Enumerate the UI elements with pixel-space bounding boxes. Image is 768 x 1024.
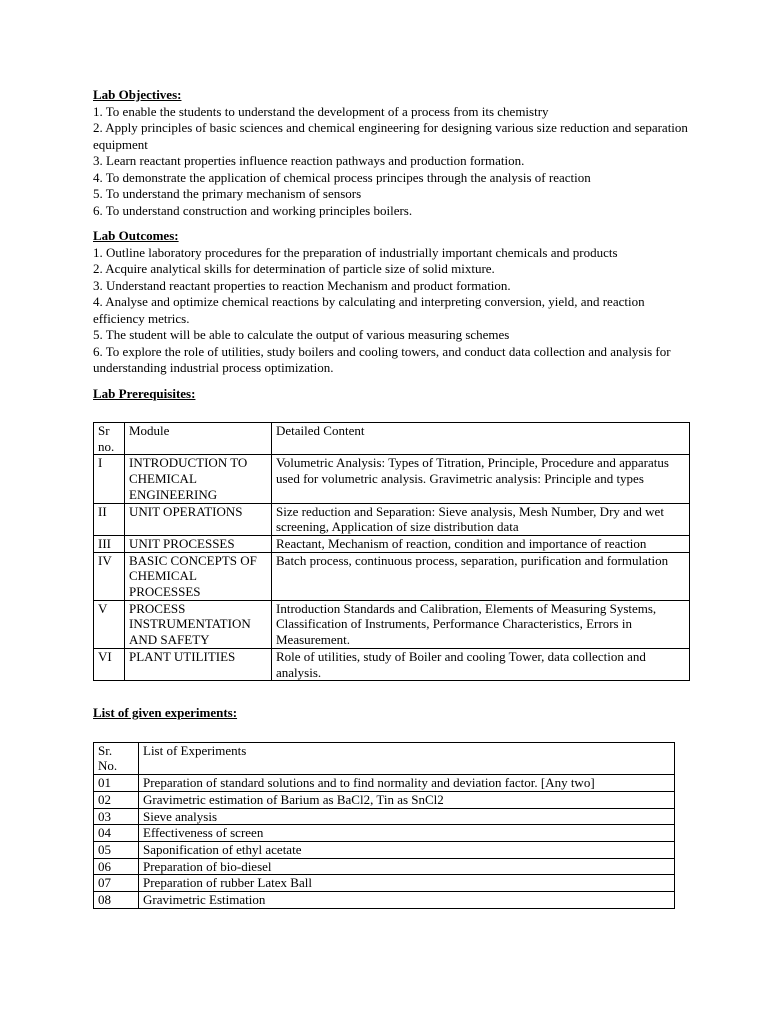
table-cell: VI (94, 648, 125, 680)
table-row (94, 892, 675, 909)
table-cell: 02 (94, 791, 139, 808)
outcome-item: 4. Analyse and optimize chemical reactions by calculating and interpreting conversion, yield, and reaction efficiency metrics. (93, 294, 645, 326)
table-cell: Size reduction and Separation: Sieve analysis, Mesh Number, Dry and wet screening, Application of size distribution data (272, 503, 690, 535)
table-cell: 06 (94, 858, 139, 875)
prerequisites-table (93, 422, 690, 681)
outcome-item: 1. Outline laboratory procedures for the preparation of industrially important chemicals and products (93, 244, 618, 260)
lab-outcomes-section (93, 228, 693, 377)
table-cell: Gravimetric Estimation (139, 892, 675, 909)
table-cell: Role of utilities, study of Boiler and cooling Tower, data collection and analysis. (272, 648, 690, 680)
table-row (94, 825, 675, 842)
header-cell: List of Experiments (139, 742, 675, 774)
table-cell: PROCESS INSTRUMENTATION AND SAFETY (125, 600, 272, 648)
header-cell: Sr. No. (94, 742, 139, 774)
table-cell: 03 (94, 808, 139, 825)
table-cell: 04 (94, 825, 139, 842)
table-row (94, 503, 690, 535)
outcome-item: 3. Understand reactant properties to reaction Mechanism and product formation. (93, 277, 511, 293)
table-header-row (94, 742, 675, 774)
lab-prerequisites-heading: Lab Prerequisites: (93, 385, 196, 401)
table-cell: Saponification of ethyl acetate (139, 841, 675, 858)
table-row (94, 791, 675, 808)
table-cell: INTRODUCTION TO CHEMICAL ENGINEERING (125, 455, 272, 503)
lab-outcomes-heading: Lab Outcomes: (93, 228, 179, 243)
objective-item: 2. Apply principles of basic sciences and chemical engineering for designing various size reduction and separation equipment (93, 120, 688, 152)
table-row (94, 552, 690, 600)
outcome-item: 6. To explore the role of utilities, study boilers and cooling towers, and conduct data collection and analysis for understanding industrial process optimization. (93, 343, 671, 375)
table-row (94, 455, 690, 503)
table-cell: Preparation of rubber Latex Ball (139, 875, 675, 892)
table-cell: Batch process, continuous process, separation, purification and formulation (272, 552, 690, 600)
table-cell: Reactant, Mechanism of reaction, condition and importance of reaction (272, 535, 690, 552)
lab-outcomes-list (93, 245, 693, 377)
table-cell: UNIT PROCESSES (125, 535, 272, 552)
table-row (94, 808, 675, 825)
table-cell: III (94, 535, 125, 552)
table-cell: II (94, 503, 125, 535)
table-cell: Introduction Standards and Calibration, Elements of Measuring Systems, Classification of Instruments, Performance Characteristics, Errors in Measurement. (272, 600, 690, 648)
experiments-table (93, 742, 675, 909)
document-page (93, 87, 693, 909)
experiments-section (93, 705, 693, 909)
table-header-row (94, 423, 690, 455)
header-cell: Detailed Content (272, 423, 690, 455)
header-cell: Module (125, 423, 272, 455)
outcome-item: 5. The student will be able to calculate the output of various measuring schemes (93, 327, 510, 342)
table-cell: 08 (94, 892, 139, 909)
table-row (94, 875, 675, 892)
experiments-heading: List of given experiments: (93, 705, 238, 721)
objective-item: 1. To enable the students to understand the development of a process from its chemistry (93, 103, 549, 119)
table-cell: Volumetric Analysis: Types of Titration, Principle, Procedure and apparatus used for volumetric analysis. Gravimetric analysis: Principle and types (272, 455, 690, 503)
table-cell: 05 (94, 841, 139, 858)
lab-objectives-section (93, 87, 693, 219)
table-row (94, 775, 675, 792)
spacer (93, 681, 693, 705)
table-cell: 07 (94, 875, 139, 892)
objective-item: 6. To understand construction and working principles boilers. (93, 202, 413, 218)
lab-prerequisites-section (93, 386, 693, 682)
table-row (94, 648, 690, 680)
objective-item: 4. To demonstrate the application of chemical process principes through the analysis of reaction (93, 169, 591, 185)
table-cell: I (94, 455, 125, 503)
table-cell: Gravimetric estimation of Barium as BaCl2, Tin as SnCl2 (139, 791, 675, 808)
objective-item: 3. Learn reactant properties influence reaction pathways and production formation. (93, 153, 525, 168)
table-cell: Effectiveness of screen (139, 825, 675, 842)
table-row (94, 841, 675, 858)
table-row (94, 600, 690, 648)
table-cell: BASIC CONCEPTS OF CHEMICAL PROCESSES (125, 552, 272, 600)
table-cell: Sieve analysis (139, 808, 675, 825)
header-cell: Sr no. (94, 423, 125, 455)
table-row (94, 535, 690, 552)
objective-item: 5. To understand the primary mechanism of sensors (93, 186, 362, 201)
outcome-item: 2. Acquire analytical skills for determination of particle size of solid mixture. (93, 261, 495, 276)
lab-objectives-list (93, 104, 693, 220)
table-cell: UNIT OPERATIONS (125, 503, 272, 535)
table-cell: Preparation of standard solutions and to find normality and deviation factor. [Any two] (139, 775, 675, 792)
table-row (94, 858, 675, 875)
table-cell: PLANT UTILITIES (125, 648, 272, 680)
lab-objectives-heading: Lab Objectives: (93, 87, 182, 102)
table-cell: 01 (94, 775, 139, 792)
table-cell: IV (94, 552, 125, 600)
table-cell: V (94, 600, 125, 648)
table-cell: Preparation of bio-diesel (139, 858, 675, 875)
